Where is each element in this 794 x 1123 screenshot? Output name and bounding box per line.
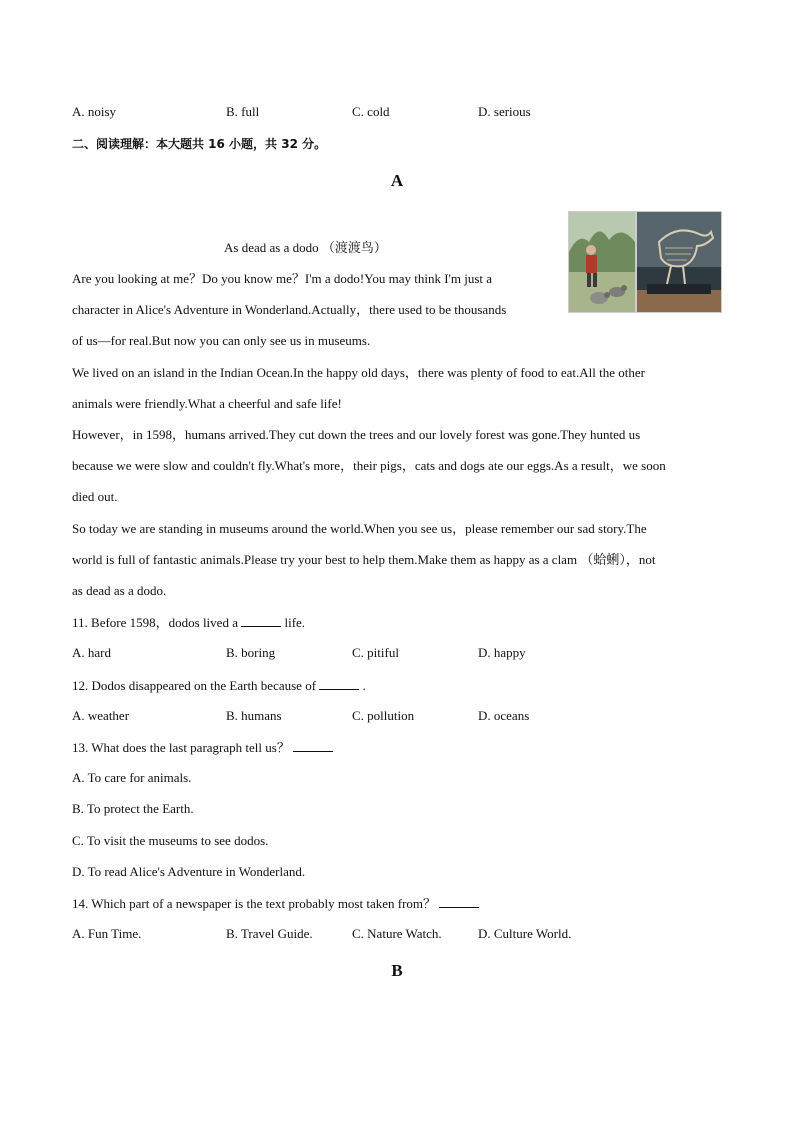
q14-stem bbox=[72, 895, 479, 912]
q12-stem-text: 12. Dodos disappeared on the Earth because of bbox=[72, 678, 317, 693]
dodo-skeleton-image bbox=[636, 211, 722, 313]
answer-blank bbox=[319, 677, 359, 690]
q11-option-c: C. pitiful bbox=[352, 645, 399, 660]
passage-a-line: of us—for real.But now you can only see us in museums. bbox=[72, 333, 371, 348]
passage-a-line: character in Alice's Adventure in Wonderland.Actually，there used to be thousands bbox=[72, 302, 507, 317]
q13-option-c: C. To visit the museums to see dodos. bbox=[72, 833, 269, 848]
q13-option-b: B. To protect the Earth. bbox=[72, 801, 194, 816]
q10-option-c: C. cold bbox=[352, 104, 390, 119]
q11-stem bbox=[72, 614, 305, 631]
q12-option-a: A. weather bbox=[72, 708, 130, 723]
passage-a-line: world is full of fantastic animals.Please try your best to help them.Make them as happy as a clam （蛤蜊），not bbox=[72, 552, 656, 567]
section-heading: 二、阅读理解：本大题共 16 小题，共 32 分。 bbox=[72, 137, 327, 151]
passage-a-line: So today we are standing in museums around the world.When you see us，please remember our sad story.The bbox=[72, 521, 647, 536]
q13-stem-text: 13. What does the last paragraph tell us？ bbox=[72, 740, 290, 755]
passage-a-line: We lived on an island in the Indian Ocean.In the happy old days，there was plenty of food to eat.All the other bbox=[72, 365, 645, 380]
answer-blank bbox=[439, 895, 479, 908]
q10-option-b: B. full bbox=[226, 104, 260, 119]
q10-option-a: A. noisy bbox=[72, 104, 117, 119]
q12-option-b: B. humans bbox=[226, 708, 282, 723]
q10-option-d: D. serious bbox=[478, 104, 531, 119]
answer-blank bbox=[241, 614, 281, 627]
q11-option-b: B. boring bbox=[226, 645, 276, 660]
q11-option-a: A. hard bbox=[72, 645, 111, 660]
q14-option-a: A. Fun Time. bbox=[72, 926, 142, 941]
passage-a-line: Are you looking at me？Do you know me？I'm a dodo!You may think I'm just a bbox=[72, 271, 493, 286]
passage-a-line: However，in 1598，humans arrived.They cut down the trees and our lovely forest was gone.They hunted us bbox=[72, 427, 641, 442]
passage-a-line: because we were slow and couldn't fly.What's more，their pigs，cats and dogs ate our eggs.As a result，we soon bbox=[72, 458, 666, 473]
q13-option-a: A. To care for animals. bbox=[72, 770, 192, 785]
passage-b-label: B bbox=[391, 961, 403, 980]
passage-a-label: A bbox=[390, 171, 404, 190]
q13-stem bbox=[72, 739, 333, 756]
q14-option-b: B. Travel Guide. bbox=[226, 926, 313, 941]
q11-stem-text: 11. Before 1598，dodos lived a bbox=[72, 615, 238, 630]
q11-stem-end: life. bbox=[284, 615, 306, 630]
answer-blank bbox=[293, 739, 333, 752]
q12-option-d: D. oceans bbox=[478, 708, 530, 723]
passage-a-title: As dead as a dodo （渡渡鸟） bbox=[224, 240, 387, 255]
passage-a-line: died out. bbox=[72, 489, 118, 504]
q12-option-c: C. pollution bbox=[352, 708, 415, 723]
q12-stem-end: . bbox=[362, 678, 366, 693]
q11-option-d: D. happy bbox=[478, 645, 526, 660]
q13-option-d: D. To read Alice's Adventure in Wonderland. bbox=[72, 864, 306, 879]
q14-option-c: C. Nature Watch. bbox=[352, 926, 442, 941]
passage-a-line: animals were friendly.What a cheerful and safe life! bbox=[72, 396, 342, 411]
q12-stem bbox=[72, 677, 366, 694]
dodo-illustration-image bbox=[568, 211, 636, 313]
q14-stem-text: 14. Which part of a newspaper is the text probably most taken from？ bbox=[72, 896, 437, 911]
passage-a-line: as dead as a dodo. bbox=[72, 583, 167, 598]
q14-option-d: D. Culture World. bbox=[478, 926, 572, 941]
